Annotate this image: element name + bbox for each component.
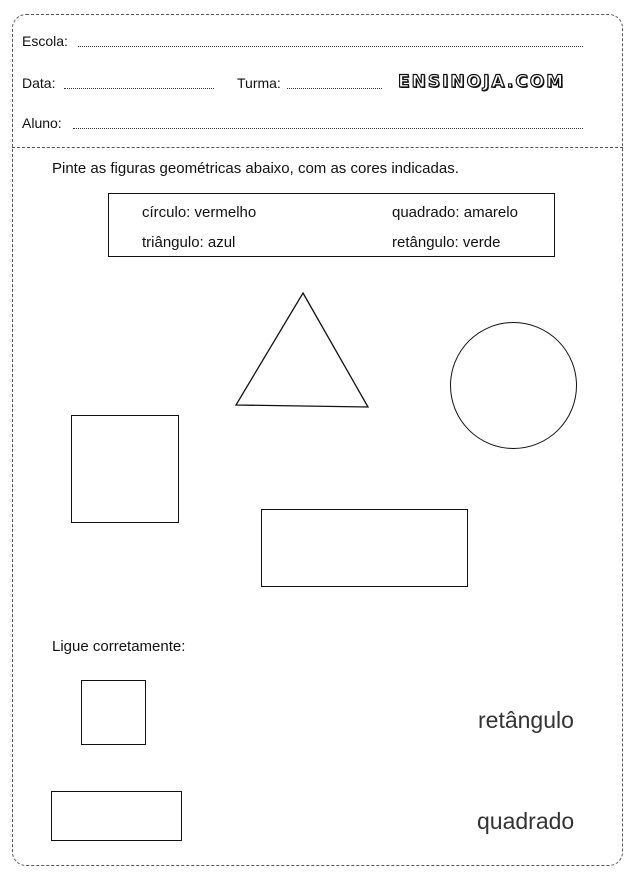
circle-shape[interactable] <box>450 322 577 449</box>
legend-circle: círculo: vermelho <box>142 204 257 221</box>
activity1-instruction: Pinte as figuras geométricas abaixo, com as cores indicadas. <box>52 160 459 177</box>
student-label: Aluno: <box>22 115 62 131</box>
legend-rectangle: retângulo: verde <box>392 234 501 251</box>
student-line[interactable] <box>73 128 583 129</box>
school-label: Escola: <box>22 33 68 49</box>
legend-square: quadrado: amarelo <box>392 204 518 221</box>
class-label: Turma: <box>237 75 281 91</box>
class-line[interactable] <box>287 88 382 89</box>
header-divider <box>12 147 623 148</box>
school-line[interactable] <box>78 46 583 47</box>
rectangle-shape[interactable] <box>261 509 468 587</box>
legend-triangle: triângulo: azul <box>142 234 236 251</box>
date-label: Data: <box>22 75 56 91</box>
match-square-shape[interactable] <box>81 680 146 745</box>
square-shape[interactable] <box>71 415 179 523</box>
brand-logo: ENSINOJA.COM <box>398 72 566 92</box>
match-word-rectangle[interactable]: retângulo <box>478 707 574 733</box>
date-line[interactable] <box>64 88 214 89</box>
triangle-shape[interactable] <box>234 291 370 409</box>
match-word-square[interactable]: quadrado <box>477 808 575 834</box>
match-rectangle-shape[interactable] <box>51 791 182 841</box>
color-legend-box <box>108 193 555 257</box>
activity2-instruction: Ligue corretamente: <box>52 638 186 655</box>
